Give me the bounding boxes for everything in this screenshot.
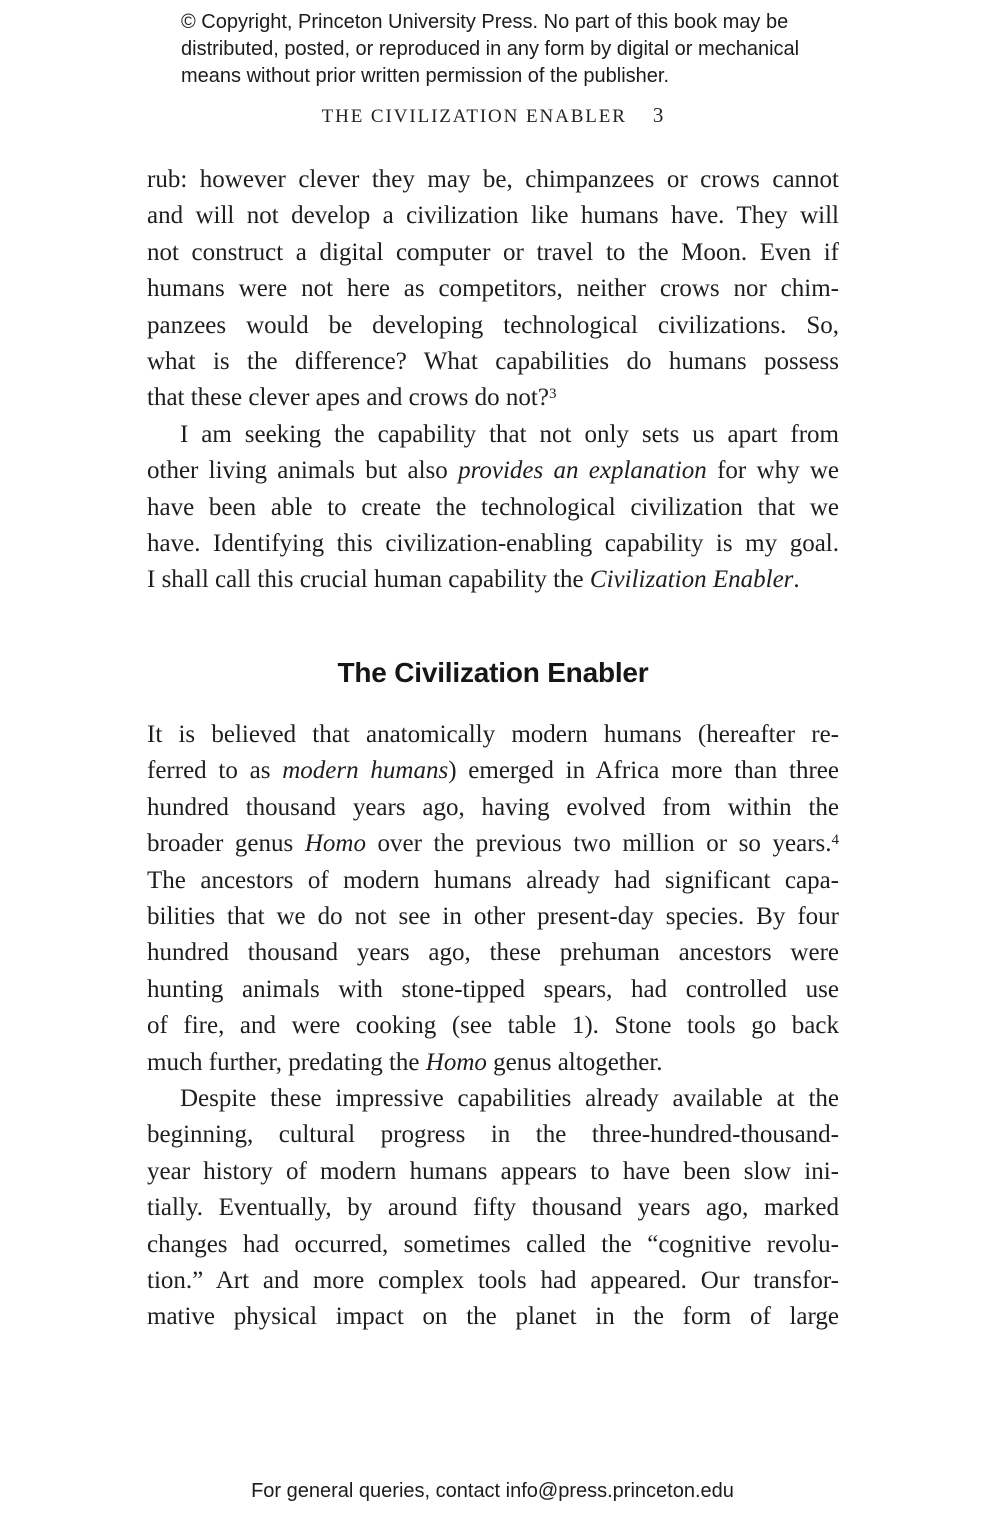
copyright-notice <box>181 9 831 90</box>
text-line: ferred to as modern humans) emerged in Africa more than three <box>147 757 839 785</box>
text-line: not construct a digital computer or travel to the Moon. Even if <box>147 238 839 266</box>
text-line: I am seeking the capability that not only sets us apart from <box>180 420 839 448</box>
text-line: tion.” Art and more complex tools had appeared. Our transfor- <box>147 1266 839 1294</box>
text-line: year history of modern humans appears to have been slow ini- <box>147 1157 839 1185</box>
text-line: tially. Eventually, by around fifty thousand years ago, marked <box>147 1194 839 1222</box>
running-head-title: THE CIVILIZATION ENABLER <box>321 106 627 127</box>
text-line: that these clever apes and crows do not?$^3$ <box>147 384 557 412</box>
page-body <box>147 162 839 1336</box>
section-heading: The Civilization Enabler <box>337 656 649 688</box>
text-line: hunting animals with stone-tipped spears, had controlled use <box>147 975 839 1003</box>
text-line: much further, predating the Homo genus altogether. <box>147 1048 663 1076</box>
text-line: bilities that we do not see in other present-day species. By four <box>147 902 839 930</box>
copyright-line: means without prior written permission of the publisher. <box>181 65 670 87</box>
page-number: 3 <box>652 103 664 127</box>
text-line: Despite these impressive capabilities already available at the <box>180 1084 839 1112</box>
copyright-line: distributed, posted, or reproduced in any form by digital or mechanical <box>181 38 800 60</box>
text-line: have been able to create the technological civilization that we <box>147 493 839 521</box>
running-head <box>0 103 985 128</box>
text-line: changes had occurred, sometimes called the “cognitive revolu- <box>147 1230 839 1258</box>
text-line: of fire, and were cooking (see table 1). Stone tools go back <box>147 1012 839 1040</box>
text-line: broader genus Homo over the previous two million or so years.$^4$ <box>147 830 839 858</box>
text-line: what is the difference? What capabilities do humans possess <box>147 348 839 376</box>
paragraph-1 <box>147 162 839 417</box>
text-line: The ancestors of modern humans already had significant capa- <box>147 866 839 894</box>
text-line: humans were not here as competitors, neither crows nor chim- <box>147 275 839 303</box>
copyright-line: © Copyright, Princeton University Press. No part of this book may be <box>181 11 789 33</box>
text-line: I shall call this crucial human capability the Civilization Enabler. <box>147 566 800 594</box>
paragraph-4 <box>147 1081 839 1336</box>
text-line: hundred thousand years ago, these prehuman ancestors were <box>147 939 839 967</box>
text-line: It is believed that anatomically modern humans (hereafter re- <box>147 720 839 748</box>
text-line: rub: however clever they may be, chimpanzees or crows cannot <box>147 166 839 193</box>
text-line: other living animals but also provides an explanation for why we <box>147 457 839 485</box>
footer-contact: For general queries, contact info@press.princeton.edu <box>251 1480 734 1502</box>
paragraph-3 <box>147 717 839 1081</box>
text-line: hundred thousand years ago, having evolved from within the <box>147 793 839 821</box>
text-line: panzees would be developing technological civilizations. So, <box>147 311 839 339</box>
text-line: mative physical impact on the planet in the form of large <box>147 1303 839 1331</box>
text-line: beginning, cultural progress in the three-hundred-thousand- <box>147 1121 839 1149</box>
paragraph-2 <box>147 417 839 599</box>
text-line: and will not develop a civilization like humans have. They will <box>147 202 839 230</box>
text-line: have. Identifying this civilization-enabling capability is my goal. <box>147 530 839 558</box>
